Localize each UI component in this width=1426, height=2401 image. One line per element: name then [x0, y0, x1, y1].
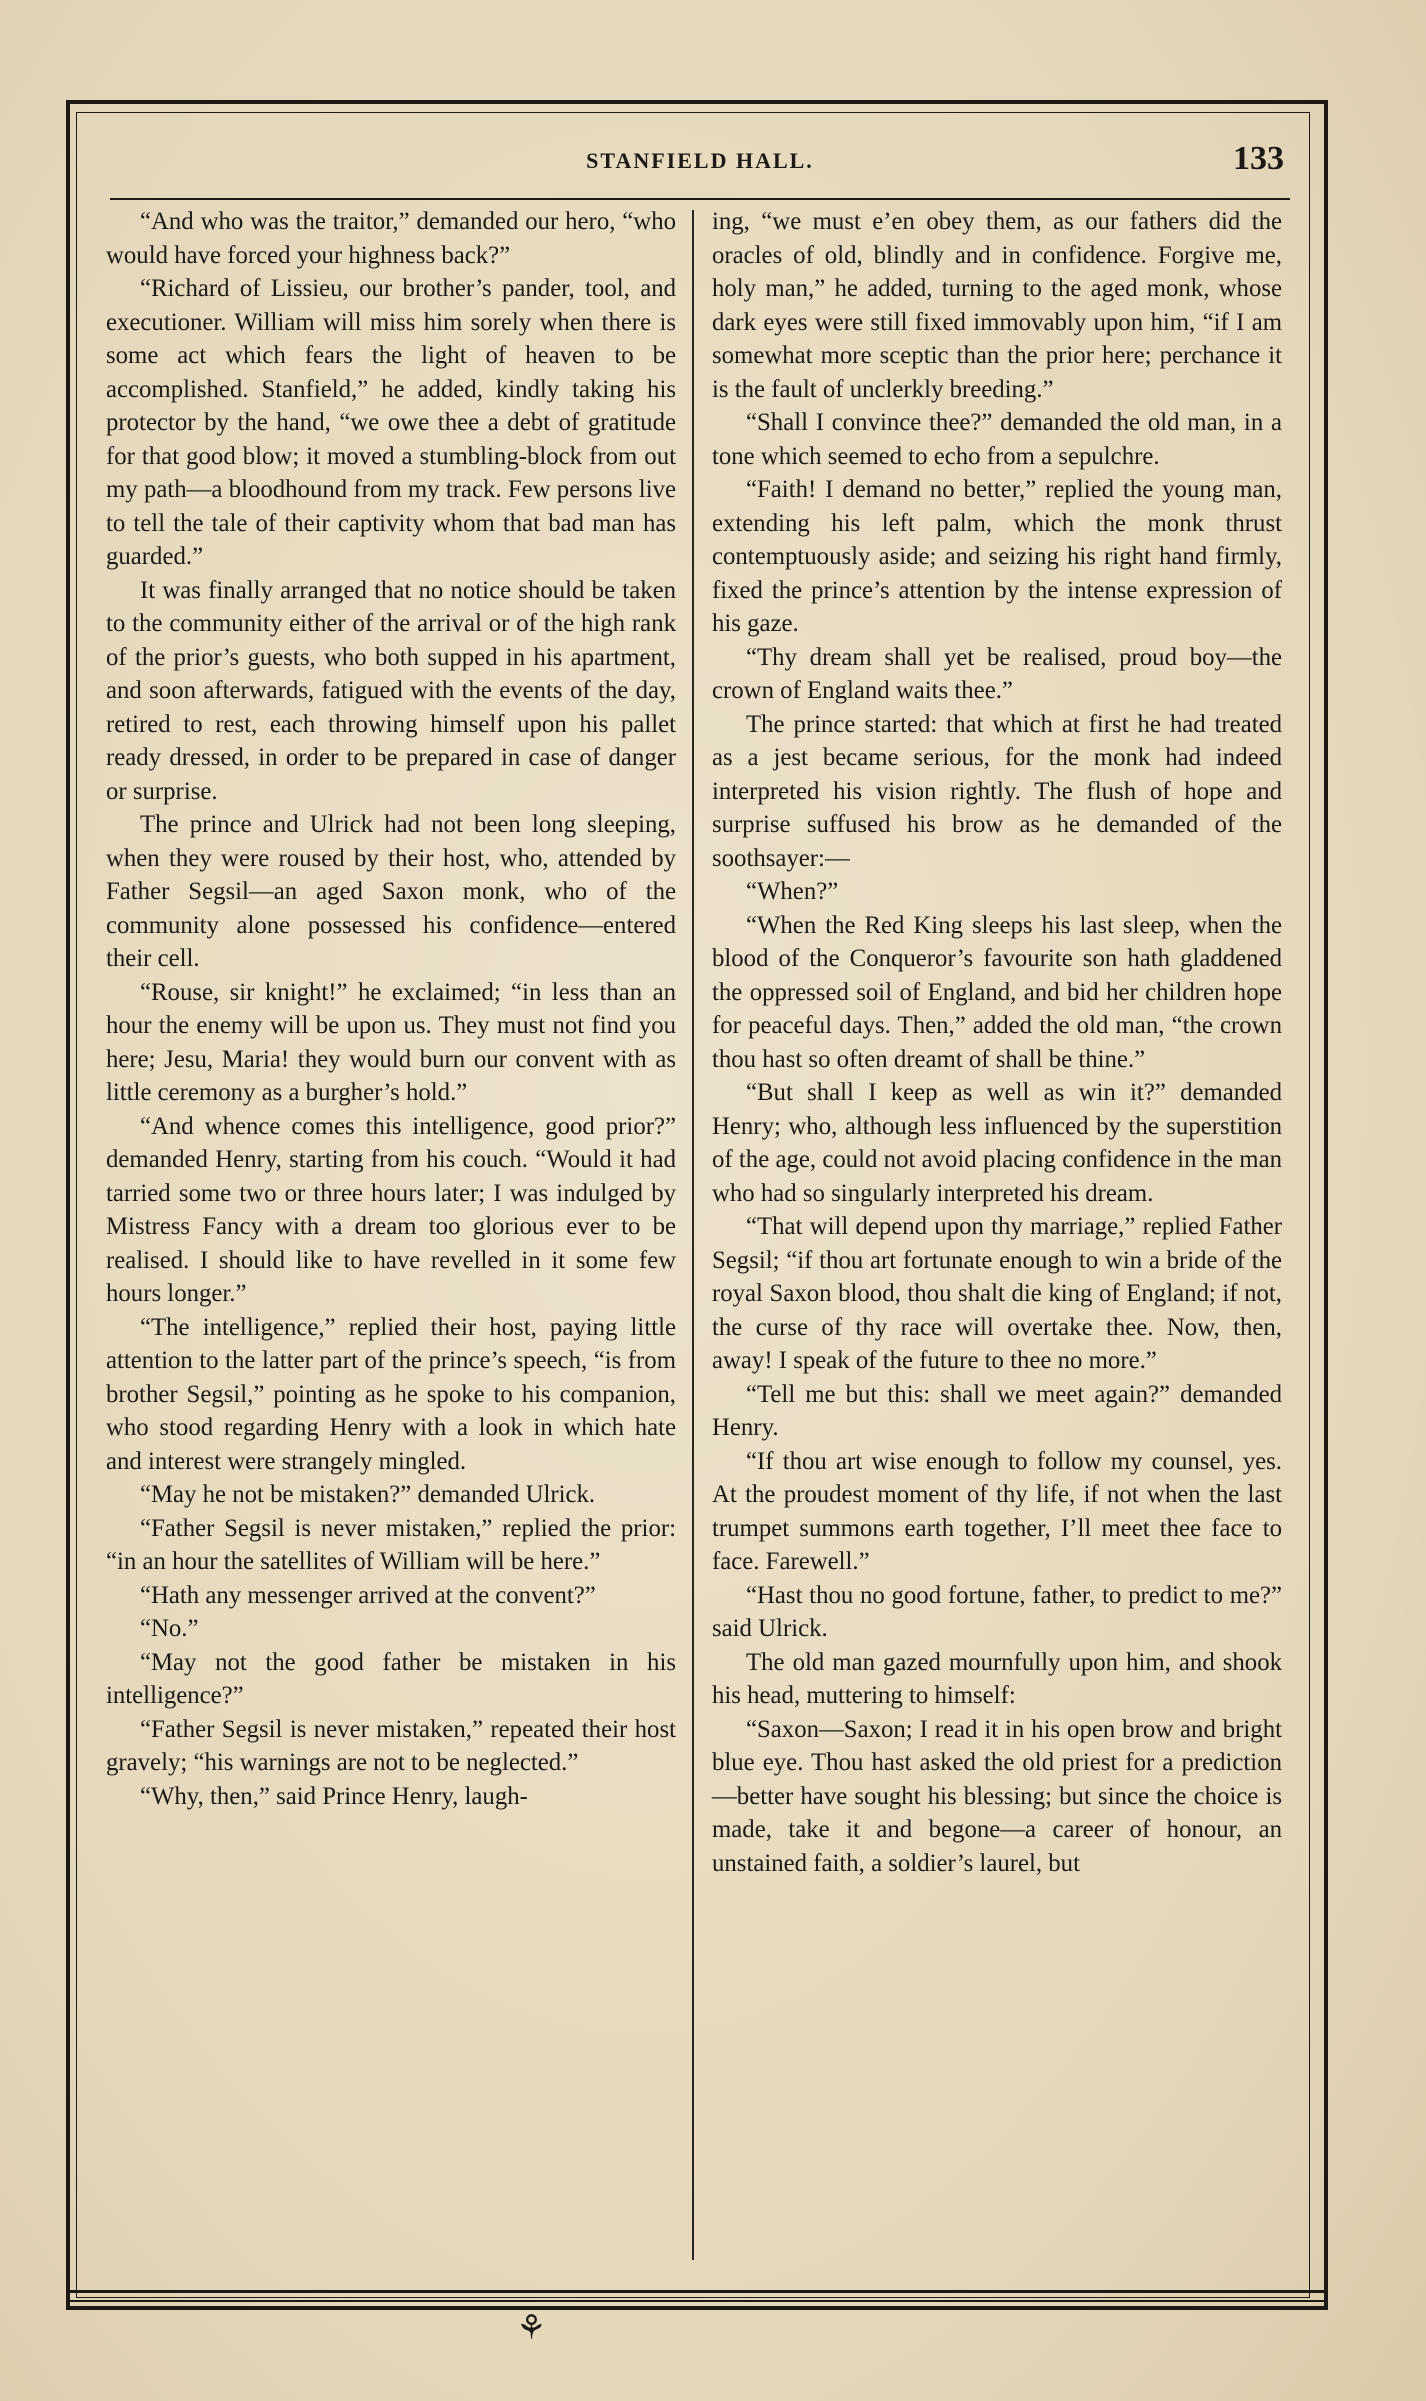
paragraph: “When?” [746, 878, 839, 905]
paragraph: The old man gazed mournfully upon him, and shook his head, muttering to himself: [712, 1648, 1282, 1709]
paragraph: “No.” [140, 1615, 199, 1642]
paragraph: “That will depend upon thy marriage,” replied Father Segsil; “if thou art fortunate enough to win a bride of the royal Saxon blood, thou shalt die king of England; if not, the curse of thy race will overtake thee. Now, then, away! I speak of the future to thee no more.” [712, 1213, 1282, 1374]
paragraph: It was finally arranged that no notice should be taken to the community either of the arrival or of the high rank of the prior’s guests, who both supped in his apartment, and soon afterwards, fatigued with the events of the day, retired to rest, each throwing himself upon his pallet ready dressed, in order to be prepared in case of danger or surprise. [106, 576, 676, 805]
column-divider [692, 210, 694, 2260]
paragraph: “Hath any messenger arrived at the convent?” [140, 1581, 596, 1609]
running-title: STANFIELD HALL. [586, 148, 814, 173]
paragraph: “Saxon—Saxon; I read it in his open brow and bright blue eye. Thou hast asked the old priest for a prediction—better have sought his blessing; but since the choice is made, take it and begone—a career of honour, an unstained faith, a soldier’s laurel, but [712, 1715, 1282, 1877]
paragraph: “Thy dream shall yet be realised, proud boy—the crown of England waits thee.” [712, 643, 1282, 704]
paragraph: The prince and Ulrick had not been long sleeping, when they were roused by their host, who, attended by Father Segsil—an aged Saxon monk, who of the community alone possessed his confidence—entered their cell. [106, 811, 676, 972]
paragraph: “Shall I convince thee?” demanded the old man, in a tone which seemed to echo from a sepulchre. [712, 409, 1282, 470]
paragraph: The prince started: that which at first he had treated as a jest became serious, for the monk had indeed interpreted his vision rightly. The flush of hope and surprise suffused his brow as he demanded of the soothsayer:— [712, 710, 1282, 872]
footer-rule-secondary [66, 2300, 1328, 2302]
paragraph: “If thou art wise enough to follow my counsel, yes. At the proudest moment of thy life, if not when the last trumpet summons earth together, I’ll meet thee face to face. Farewell.” [712, 1447, 1282, 1575]
page-header [110, 140, 1290, 200]
paragraph: “Richard of Lissieu, our brother’s pander, tool, and executioner. William will miss him sorely when there is some act which fears the light of heaven to be accomplished. Stanfield,” he added, kindly taking his protector by the hand, “we owe thee a debt of gratitude for that good blow; it moved a stumbling-block from out my path—a bloodhound from my track. Few persons live to tell the tale of their captivity whom that bad man has guarded.” [106, 275, 676, 570]
paragraph: “The intelligence,” replied their host, paying little attention to the latter part of the prince’s speech, “is from brother Segsil,” pointing as he spoke to his companion, who stood regarding Henry with a look in which hate and interest were strangely mingled. [106, 1313, 676, 1475]
paragraph: “Father Segsil is never mistaken,” replied the prior: “in an hour the satellites of William will be here.” [106, 1514, 676, 1575]
paragraph: “May he not be mistaken?” demanded Ulrick. [140, 1481, 596, 1508]
paragraph: “Father Segsil is never mistaken,” repeated their host gravely; “his warnings are not to be neglected.” [106, 1715, 676, 1776]
paragraph: “Faith! I demand no better,” replied the young man, extending his left palm, which the monk thrust contemptuously aside; and seizing his right hand firmly, fixed the prince’s attention by the intense expression of his gaze. [712, 476, 1282, 637]
header-rule [110, 198, 1290, 200]
paragraph: ing, “we must e’en obey them, as our fathers did the oracles of old, blindly and in confidence. Forgive me, holy man,” he added, turning to the aged monk, whose dark eyes were still fixed immovably upon him, “if I am somewhat more sceptic than the prior here; perchance it is the fault of unclerkly breeding.” [712, 208, 1282, 403]
ornament-icon: ⚘ [516, 2308, 547, 2348]
left-column [106, 205, 676, 1813]
paragraph: “Rouse, sir knight!” he exclaimed; “in less than an hour the enemy will be upon us. They must not find you here; Jesu, Maria! they would burn our convent with as little ceremony as a burgher’s hold.” [106, 978, 676, 1106]
paragraph: “May not the good father be mistaken in his intelligence?” [106, 1648, 676, 1709]
paragraph: “Why, then,” said Prince Henry, laugh- [140, 1782, 528, 1810]
right-column [712, 205, 1282, 1880]
paragraph: “Tell me but this: shall we meet again?” demanded Henry. [712, 1380, 1282, 1441]
paragraph: “When the Red King sleeps his last sleep, when the blood of the Conqueror’s favourite son hath gladdened the oppressed soil of England, and bid her children hope for peaceful days. Then,” added the old man, “the crown thou hast so often dreamt of shall be thine.” [712, 911, 1282, 1073]
page-number: 133 [1233, 140, 1284, 177]
paragraph: “And who was the traitor,” demanded our hero, “who would have forced your highness back?” [106, 208, 676, 269]
footer-rule [66, 2290, 1328, 2293]
paragraph: “Hast thou no good fortune, father, to predict to me?” said Ulrick. [712, 1581, 1282, 1642]
paragraph: “But shall I keep as well as win it?” demanded Henry; who, although less influenced by the superstition of the age, could not avoid placing confidence in the man who had so singularly interpreted his dream. [712, 1079, 1282, 1207]
paragraph: “And whence comes this intelligence, good prior?” demanded Henry, starting from his couch. “Would it had tarried some two or three hours later; I was indulged by Mistress Fancy with a dream too glorious ever to be realised. I should like to have revelled in it some few hours longer.” [106, 1112, 676, 1307]
